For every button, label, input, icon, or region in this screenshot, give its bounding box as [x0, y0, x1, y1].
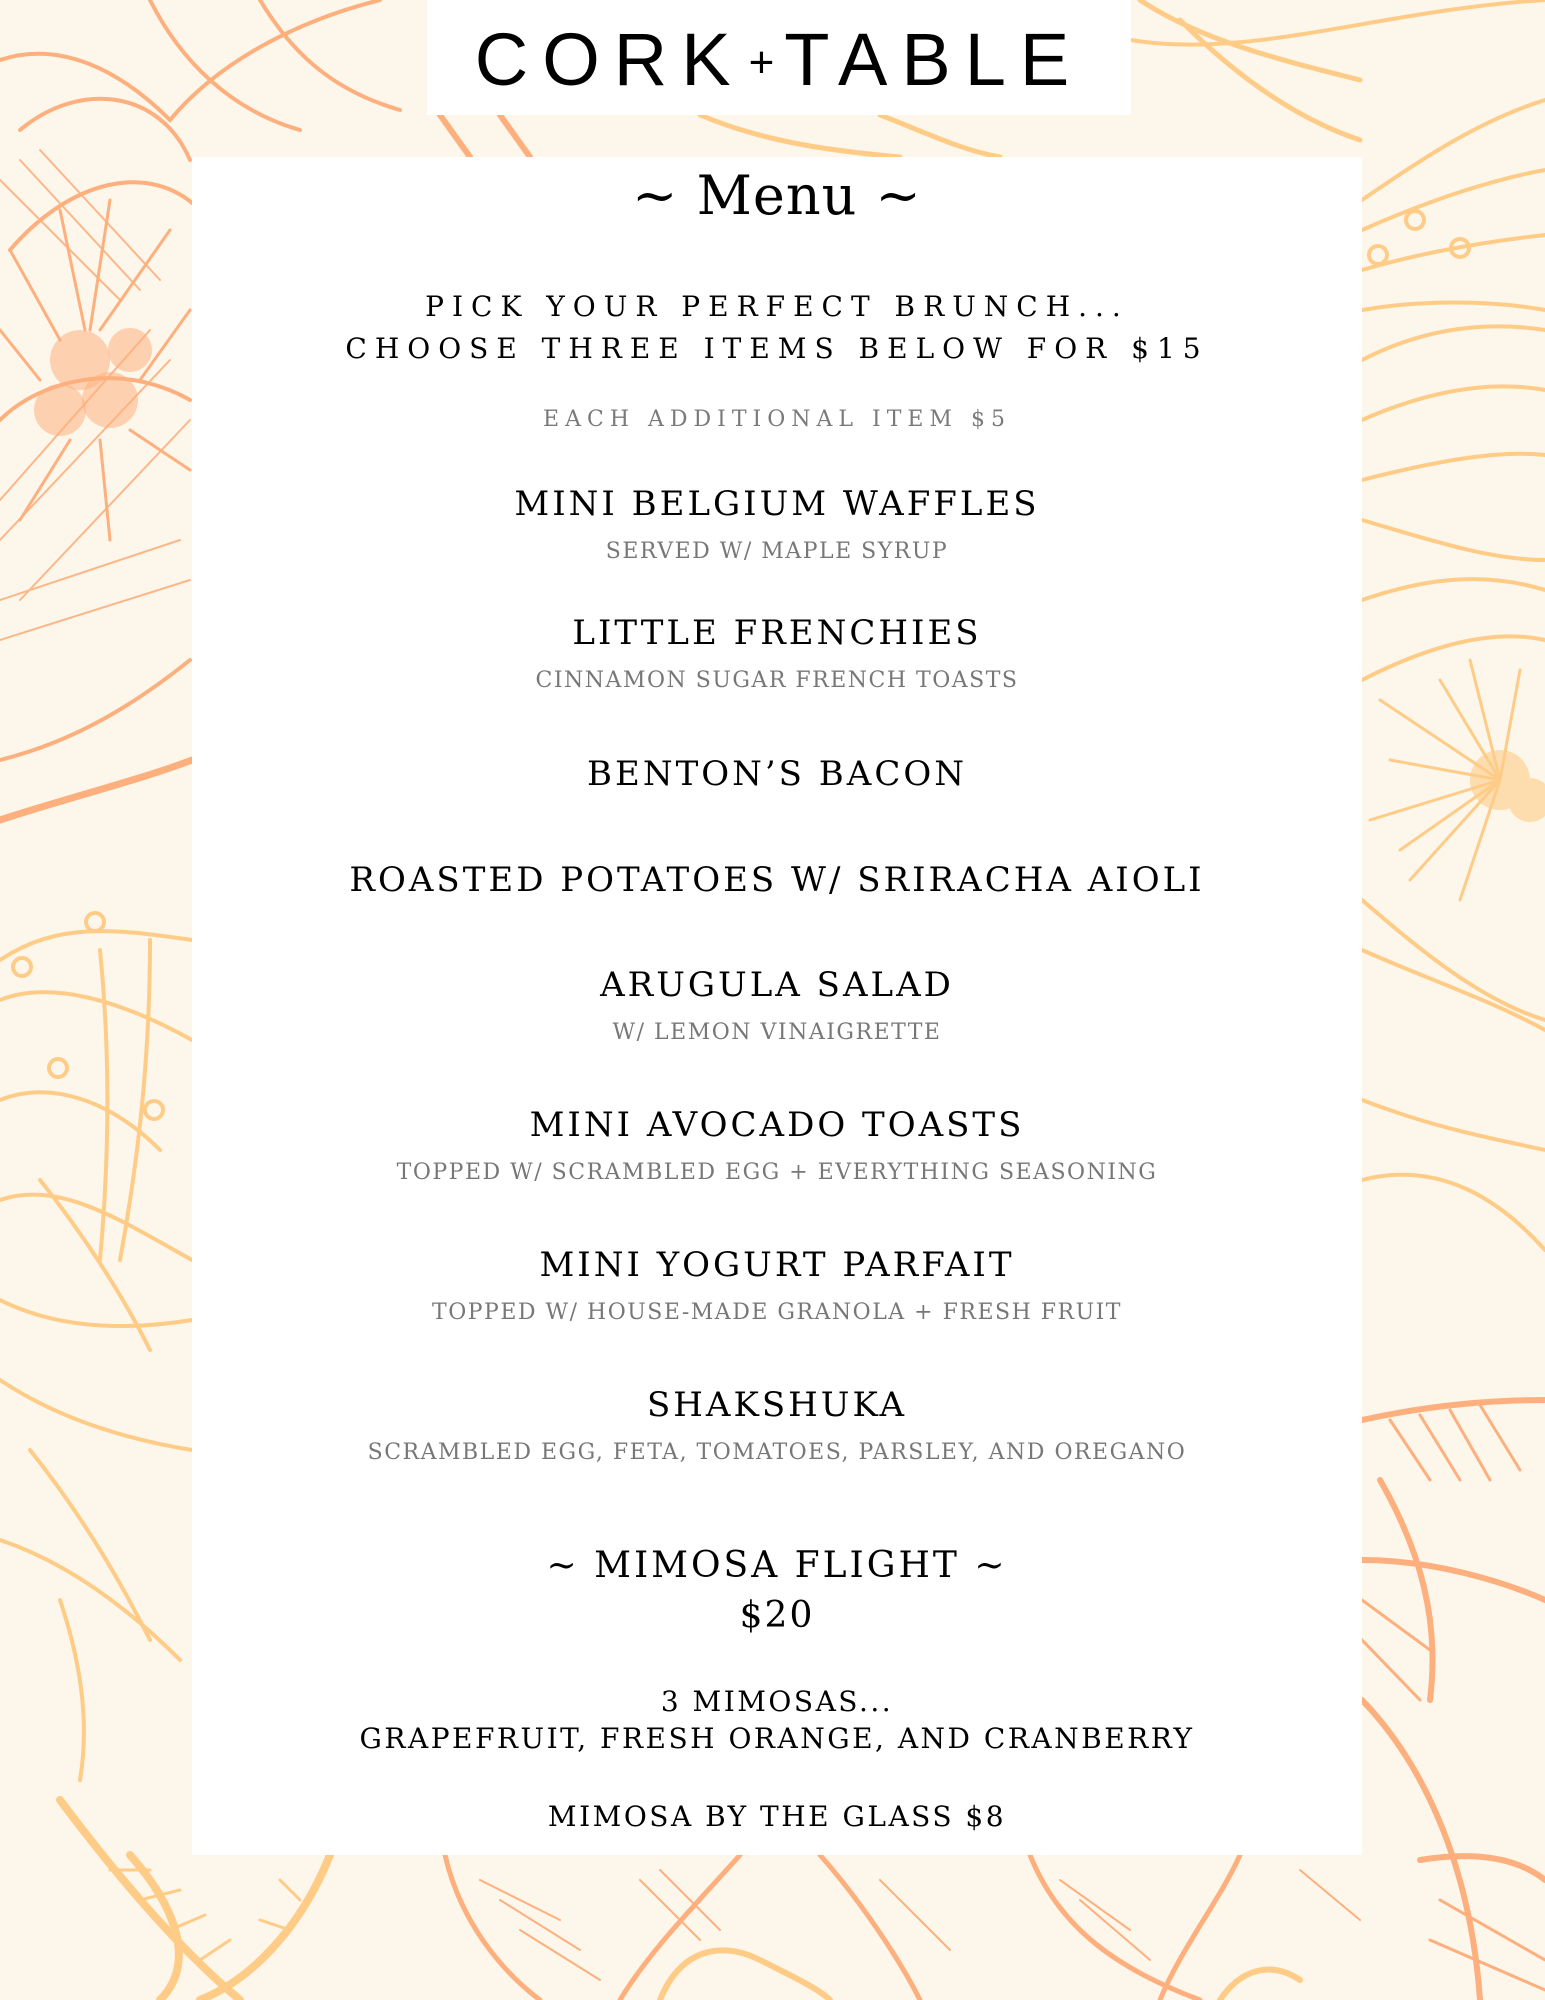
mimosa-by-glass: MIMOSA BY THE GLASS $8	[547, 1800, 1007, 1833]
menu-item-description: SERVED W/ MAPLE SYRUP	[605, 539, 949, 564]
brand-logo	[474, 17, 1084, 101]
menu-item-description: CINNAMON SUGAR FRENCH TOASTS	[535, 668, 1019, 693]
menu-item-name: ARUGULA SALAD	[600, 965, 954, 1005]
menu-item-description: TOPPED W/ HOUSE-MADE GRANOLA + FRESH FRUIT	[432, 1300, 1122, 1325]
menu-item-description: SCRAMBLED EGG, FETA, TOMATOES, PARSLEY, AND OREGANO	[367, 1440, 1187, 1465]
menu-item-name: SHAKSHUKA	[646, 1385, 908, 1425]
menu-item-name: ROASTED POTATOES W/ SRIRACHA AIOLI	[349, 860, 1205, 900]
brand-plus-sign: +	[748, 37, 785, 87]
brand-name-left: CORK	[474, 17, 745, 101]
brand-header	[427, 0, 1131, 115]
menu-title: ~ Menu ~	[632, 164, 922, 227]
mimosa-detail-line-2: GRAPEFRUIT, FRESH ORANGE, AND CRANBERRY	[359, 1722, 1195, 1755]
menu-item-description: W/ LEMON VINAIGRETTE	[612, 1020, 942, 1045]
menu-item-name: BENTON’S BACON	[587, 754, 967, 794]
menu-item-name: MINI BELGIUM WAFFLES	[514, 484, 1040, 524]
brand-name-right: TABLE	[784, 17, 1084, 101]
intro-line-1: PICK YOUR PERFECT BRUNCH...	[425, 290, 1129, 323]
mimosa-flight-price: $20	[739, 1595, 815, 1636]
menu-item-name: LITTLE FRENCHIES	[572, 613, 982, 653]
menu-item-name: MINI YOGURT PARFAIT	[539, 1245, 1015, 1285]
menu-item-name: MINI AVOCADO TOASTS	[529, 1105, 1025, 1145]
additional-item-note: EACH ADDITIONAL ITEM $5	[543, 407, 1011, 432]
mimosa-flight-title: ~ MIMOSA FLIGHT ~	[546, 1545, 1008, 1586]
menu-item-description: TOPPED W/ SCRAMBLED EGG + EVERYTHING SEASONING	[396, 1160, 1158, 1185]
intro-line-2: CHOOSE THREE ITEMS BELOW FOR $15	[345, 332, 1209, 365]
menu-card	[192, 157, 1362, 1855]
mimosa-detail-line-1: 3 MIMOSAS...	[660, 1685, 894, 1718]
